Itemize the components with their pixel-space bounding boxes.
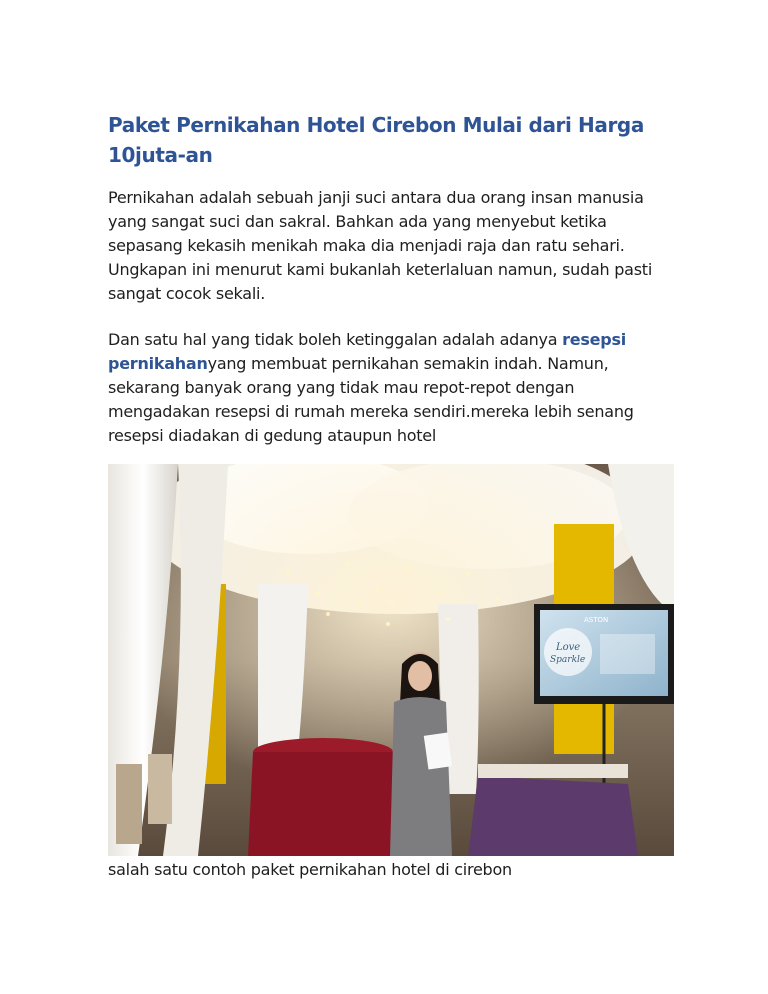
screen-sparkle-text: Sparkle: [550, 655, 586, 665]
screen-love-text: Love: [556, 642, 581, 653]
article-title: Paket Pernikahan Hotel Cirebon Mulai dari Harga 10juta-an: [108, 113, 644, 167]
paragraph-intro: Pernikahan adalah sebuah janji suci antara dua orang insan manusia yang sangat suci dan sakral. Bahkan ada yang menyebut ketika sepasang kekasih menikah maka dia menjadi raja dan ratu sehari. Ungkapan ini menurut kami bukanlah keterlaluan namun, sudah pasti sangat cocok sekali.: [108, 188, 653, 303]
paragraph-reception-text-before: Dan satu hal yang tidak boleh ketinggalan adalah adanya: [108, 330, 563, 349]
photo-caption: salah satu contoh paket pernikahan hotel di cirebon: [108, 860, 512, 879]
paragraph-reception-text-after: yang membuat pernikahan semakin indah. Namun, sekarang banyak orang yang tidak mau repot-repot dengan mengadakan resepsi di rumah mereka sendiri.mereka lebih senang resepsi diadakan di gedung ataupun hotel: [108, 354, 634, 445]
screen-brand-text: ASTON: [584, 616, 609, 624]
paragraph-reception: [108, 328, 668, 448]
resepsi-pernikahan-link[interactable]: resepsi pernikahan: [108, 330, 626, 373]
wedding-venue-photo: [108, 464, 674, 856]
